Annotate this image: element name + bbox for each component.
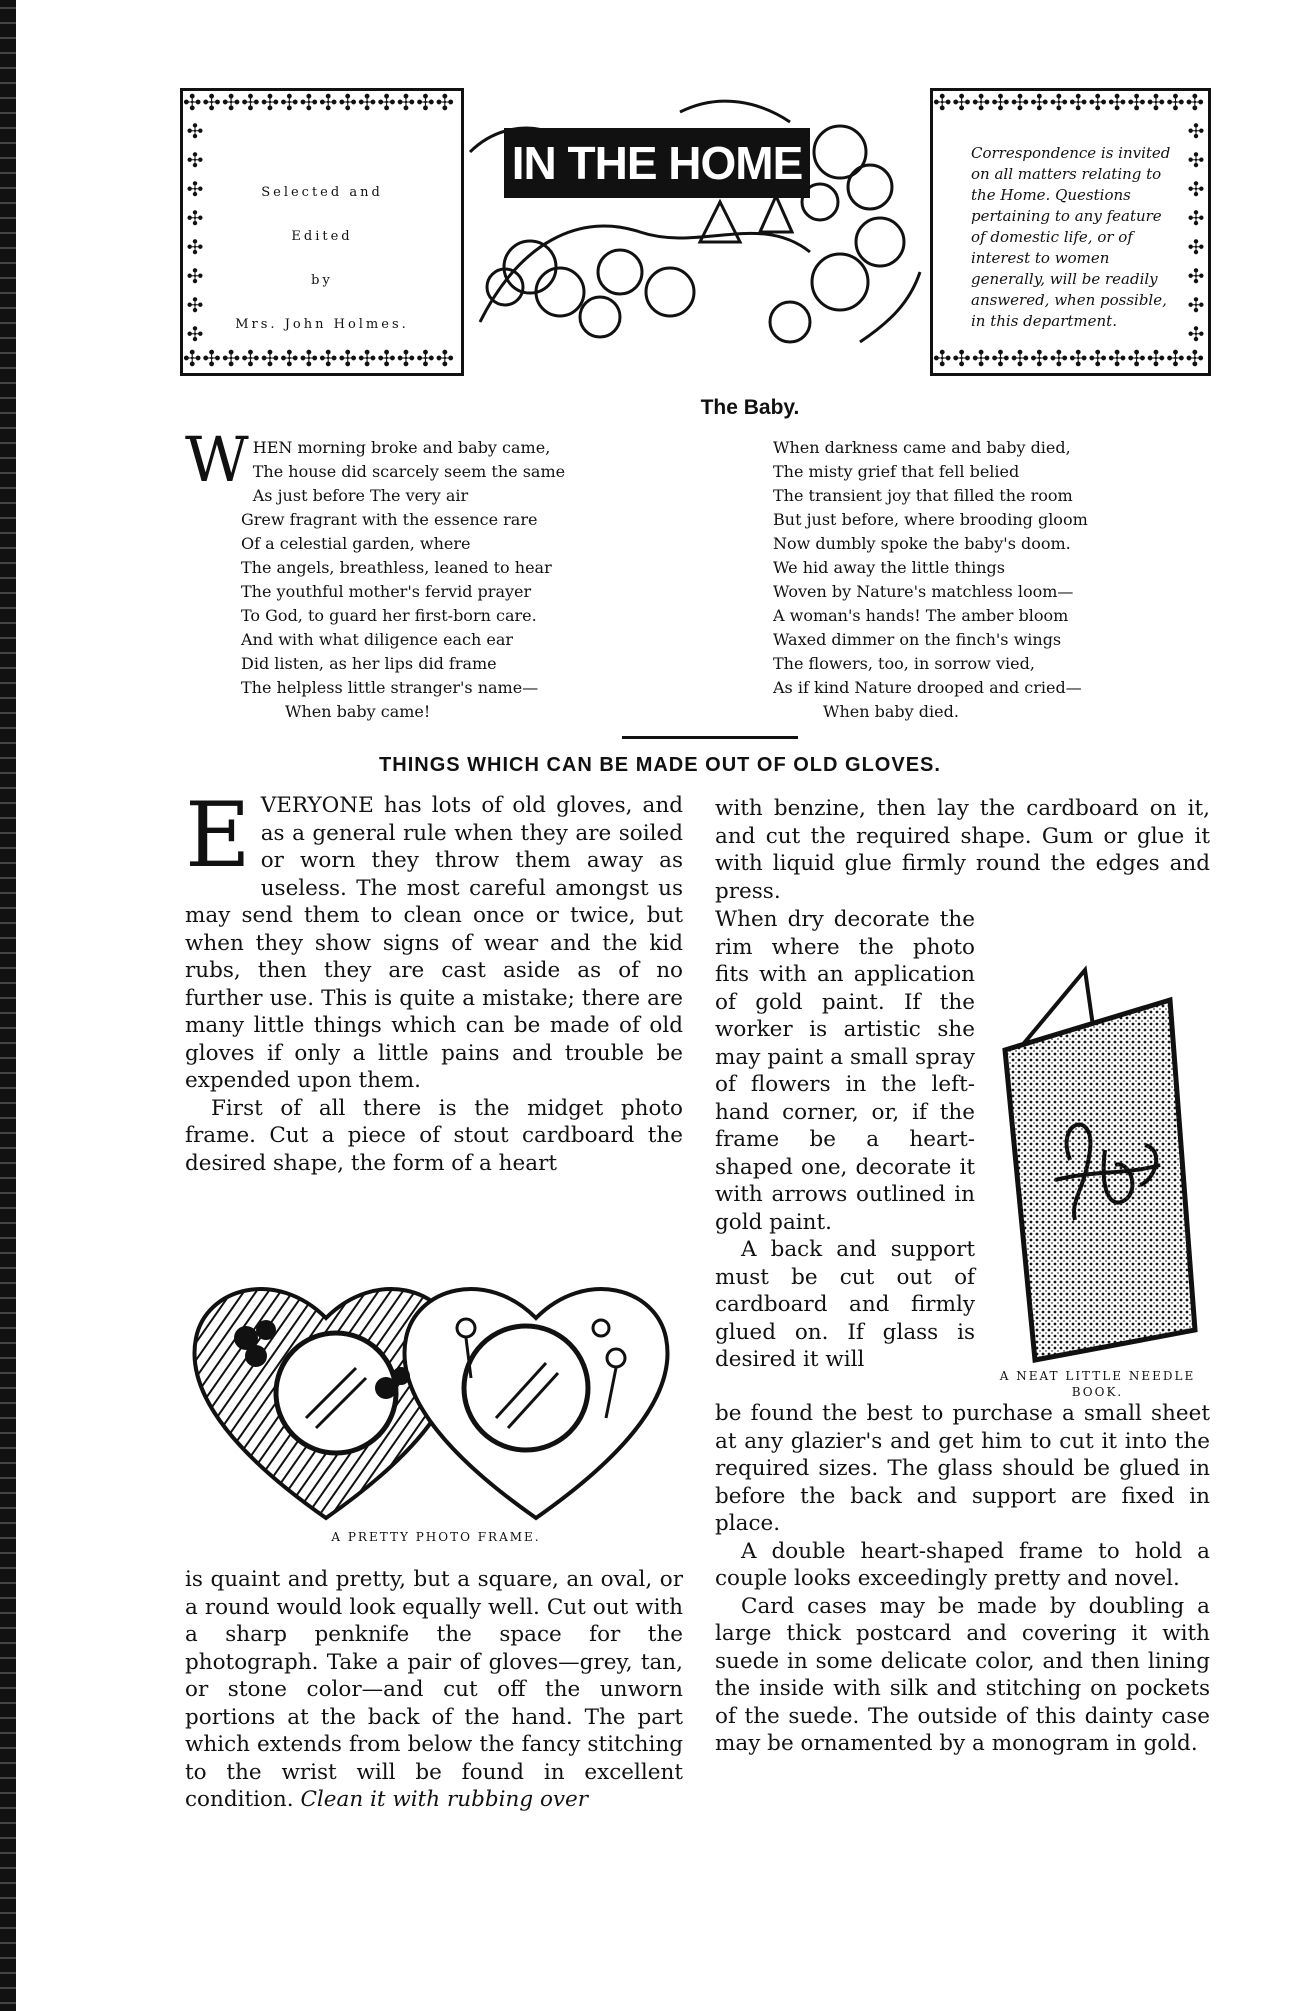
- star-border-top: ✣✣✣✣✣✣✣✣✣✣✣✣✣✣: [933, 91, 1206, 116]
- article-text: is quaint and pretty, but a square, an oval, or a round would look equally well. Cut out with a sharp penknife the space for the photograph. Take a pair of gloves—grey, tan, or stone color—and cut off the unworn portions at the back of the hand. The part which extends from below the fancy stitching to the wrist will be found in excellent condition.: [185, 1567, 683, 1812]
- photo-frame-figure: [186, 1268, 686, 1548]
- header-credit-box: [180, 88, 464, 376]
- article-column-1-top: [185, 783, 683, 1177]
- figure-caption: A PRETTY PHOTO FRAME.: [331, 1530, 541, 1544]
- poem-line: The transient joy that filled the room: [773, 486, 1073, 505]
- article-paragraph: [185, 1566, 683, 1814]
- poem-line: We hid away the little things: [773, 558, 1006, 577]
- header-notice-box: [930, 88, 1211, 376]
- poem-line: Did listen, as her lips did frame: [241, 654, 497, 673]
- credit-line-2: Edited: [291, 229, 353, 244]
- credit-line-3: by: [311, 273, 333, 288]
- poem-line: Of a celestial garden, where: [241, 534, 471, 553]
- article-paragraph: [185, 783, 683, 1095]
- poem-line: Woven by Nature's matchless loom—: [773, 582, 1074, 601]
- poem-line: The flowers, too, in sorrow vied,: [773, 654, 1035, 673]
- correspondence-notice: Correspondence is invited on all matters relating to the Home. Questions pertaining to any feature of domestic life, or of interest to women generally, will be readily answered, when possible, in this department.: [971, 144, 1171, 330]
- star-border-right: ✣ ✣ ✣ ✣ ✣ ✣ ✣ ✣: [1187, 119, 1205, 346]
- double-heart-frame-icon: [186, 1268, 686, 1528]
- figure-caption: A NEAT LITTLE NEEDLE BOOK.: [999, 1369, 1196, 1399]
- article-title: THINGS WHICH CAN BE MADE OUT OF OLD GLOVES.: [379, 754, 941, 776]
- star-border-bottom: ✣✣✣✣✣✣✣✣✣✣✣✣✣✣: [183, 347, 456, 372]
- poem-line: Now dumbly spoke the baby's doom.: [773, 534, 1071, 553]
- credit-line-1: Selected and: [261, 185, 383, 200]
- needle-book-figure: [975, 950, 1220, 1410]
- poem-title: The Baby.: [700, 396, 800, 419]
- poem-line: A woman's hands! The amber bloom: [773, 606, 1069, 625]
- poem-line: As if kind Nature drooped and cried—: [773, 678, 1082, 697]
- poem-dropcap: W: [185, 432, 249, 496]
- poem-line: When baby died.: [823, 702, 959, 721]
- needle-book-icon: [975, 950, 1220, 1370]
- poem-line: The misty grief that fell belied: [773, 462, 1020, 481]
- article-paragraph: When dry decorate the rim where the photo fits with an application of gold paint. If the worker is artistic she may paint a small spray of flowers in the left-hand corner, or, if the frame be a heart-shaped one, decorate it with arrows outlined in gold paint.: [715, 907, 975, 1235]
- article-paragraph: A double heart-shaped frame to hold a couple looks exceedingly pretty and novel.: [715, 1538, 1210, 1591]
- star-border-bottom: ✣✣✣✣✣✣✣✣✣✣✣✣✣✣: [933, 347, 1206, 372]
- poem-line: The helpless little stranger's name—: [241, 678, 539, 697]
- article-text-italic: Clean it with rubbing over: [300, 1787, 589, 1812]
- poem-line: The angels, breathless, leaned to hear: [241, 558, 552, 577]
- article-paragraph: be found the best to purchase a small sheet at any glazier's and get him to cut it into the required sizes. The glass should be glued in before the back and support are fixed in place.: [715, 1401, 1210, 1536]
- poem-line: To God, to guard her first-born care.: [241, 606, 537, 625]
- poem-line: The youthful mother's fervid prayer: [241, 582, 532, 601]
- article-paragraph: A back and support must be cut out of cardboard and firmly glued on. If glass is desired it will: [715, 1237, 975, 1372]
- poem-right-stanza: [773, 436, 1213, 724]
- article-dropcap: E: [185, 783, 251, 888]
- section-title: IN THE HOME: [504, 128, 810, 198]
- article-column-1-bottom: [185, 1566, 683, 1814]
- poem-line: As just before The very air: [252, 486, 469, 505]
- article-paragraph: with benzine, then lay the cardboard on it, and cut the required shape. Gum or glue it with liquid glue firmly round the edges and press.: [715, 796, 1210, 904]
- article-column-2-narrow: [715, 906, 975, 1374]
- poem-line: But just before, where brooding gloom: [773, 510, 1088, 529]
- article-paragraph: First of all there is the midget photo frame. Cut a piece of stout cardboard the desired shape, the form of a heart: [185, 1095, 683, 1176]
- poem-line: The house did scarcely seem the same: [252, 462, 566, 481]
- page-edge-border: [0, 0, 16, 2011]
- poem-line: Grew fragrant with the essence rare: [241, 510, 538, 529]
- article-text: VERYONE has lots of old gloves, and as a general rule when they are soiled or worn they throw them away as useless. The most careful amongst us may send them to clean once or twice, but when they show signs of wear and the kid rubs, then they are cast aside as of no further use. This is quite a mistake; there are many little things which can be made of old gloves if only a little pains and trouble be expended upon them.: [185, 793, 683, 1093]
- poem-left-stanza: [185, 432, 685, 724]
- credit-line-4: Mrs. John Holmes.: [235, 317, 409, 332]
- header-illustration: [460, 92, 928, 364]
- poem-line: When baby came!: [285, 702, 431, 721]
- section-divider: [622, 736, 798, 739]
- article-column-2-top: [715, 795, 1210, 905]
- poem-line: HEN morning broke and baby came,: [252, 438, 551, 457]
- star-border-top: ✣✣✣✣✣✣✣✣✣✣✣✣✣✣: [183, 91, 456, 116]
- article-column-2-bottom: [715, 1400, 1210, 1758]
- poem-line: When darkness came and baby died,: [773, 438, 1071, 457]
- poem-line: And with what diligence each ear: [241, 630, 514, 649]
- star-border-left: ✣ ✣ ✣ ✣ ✣ ✣ ✣ ✣: [186, 119, 204, 346]
- article-paragraph: Card cases may be made by doubling a large thick postcard and covering it with suede in some delicate color, and then lining the inside with silk and stitching on pockets of the suede. The outside of this dainty case may be ornamented by a monogram in gold.: [715, 1593, 1210, 1756]
- poem-line: Waxed dimmer on the finch's wings: [773, 630, 1062, 649]
